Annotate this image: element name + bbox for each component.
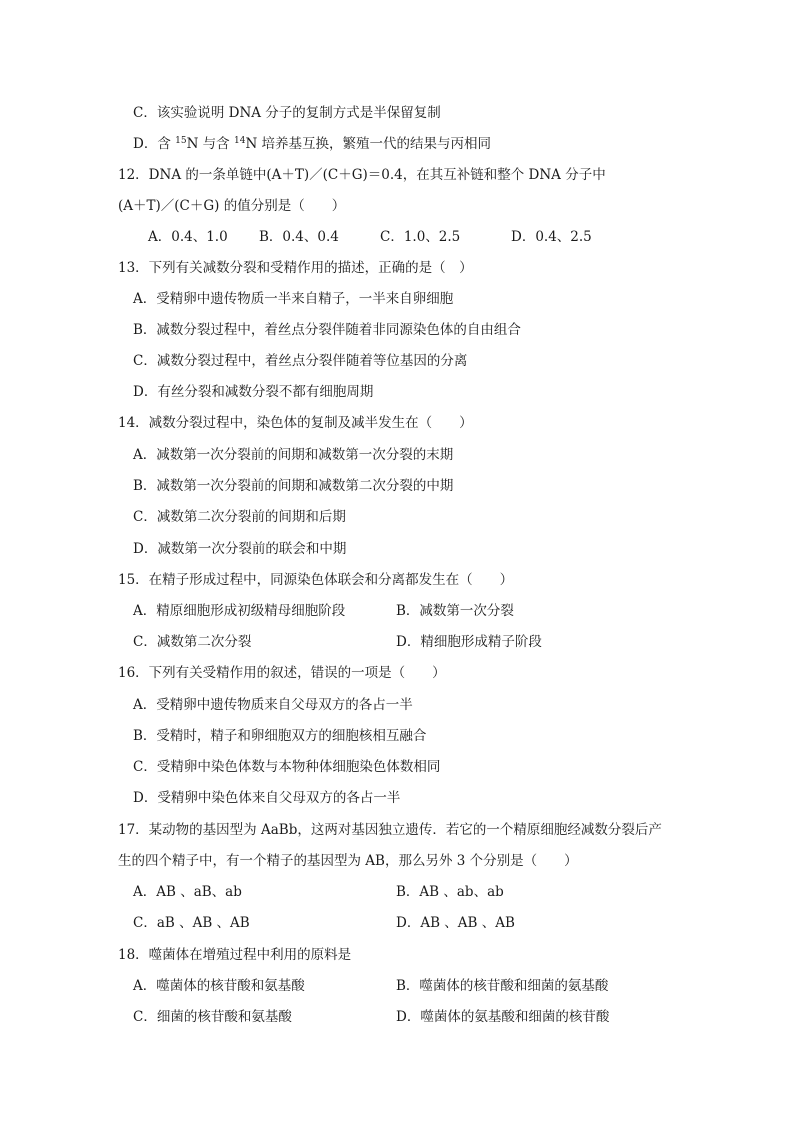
q14-option-d: D．减数第一次分裂前的联会和中期 <box>133 541 347 557</box>
q18-option-c: C．细菌的核苷酸和氨基酸 <box>133 1009 292 1025</box>
q15-option-b: B．减数第一次分裂 <box>396 603 514 619</box>
q16-stem: 16．下列有关受精作用的叙述，错误的一项是（ ） <box>118 665 446 681</box>
q14-option-b: B．减数第一次分裂前的间期和减数第二次分裂的中期 <box>133 478 454 494</box>
q15-option-a: A．精原细胞形成初级精母细胞阶段 <box>133 603 346 619</box>
q16-option-a: A．受精卵中遗传物质来自父母双方的各占一半 <box>133 697 413 713</box>
q13-option-c: C．减数分裂过程中，着丝点分裂伴随着等位基因的分离 <box>133 353 468 369</box>
q15-option-d: D．精细胞形成精子阶段 <box>396 634 542 650</box>
q17-stem-line1: 17．某动物的基因型为 AaBb，这两对基因独立遗传．若它的一个精原细胞经减数分裂后产 <box>118 822 662 838</box>
q11-option-d-sup1: 15 <box>175 136 187 146</box>
q18-option-b: B．噬菌体的核苷酸和细菌的氨基酸 <box>396 978 609 994</box>
q12-option-d: D．0.4、2.5 <box>511 229 592 245</box>
q18-stem: 18．噬菌体在增殖过程中利用的原料是 <box>118 947 352 963</box>
q15-stem: 15．在精子形成过程中，同源染色体联会和分离都发生在（ ） <box>118 572 514 588</box>
q16-option-d: D．受精卵中染色体来自父母双方的各占一半 <box>133 790 401 806</box>
q15-option-c: C．减数第二次分裂 <box>133 634 252 650</box>
q13-option-d: D．有丝分裂和减数分裂不都有细胞周期 <box>133 384 374 400</box>
q17-option-b: B．AB 、ab、ab <box>396 884 504 900</box>
q18-option-d: D．噬菌体的氨基酸和细菌的核苷酸 <box>396 1009 610 1025</box>
q11-option-d-post: N 培养基互换，繁殖一代的结果与丙相同 <box>245 136 492 152</box>
q17-option-d: D．AB 、AB 、AB <box>396 915 515 931</box>
q12-stem-line2: (A＋T)／(C＋G) 的值分别是（ ） <box>118 198 346 214</box>
q13-option-b: B．减数分裂过程中，着丝点分裂伴随着非同源染色体的自由组合 <box>133 322 521 338</box>
q16-option-b: B．受精时，精子和卵细胞双方的细胞核相互融合 <box>133 728 427 744</box>
q11-option-d <box>133 135 491 153</box>
q11-option-d-sup2: 14 <box>233 136 246 146</box>
q13-option-a: A．受精卵中遗传物质一半来自精子，一半来自卵细胞 <box>133 291 454 307</box>
q11-option-c: C．该实验说明 DNA 分子的复制方式是半保留复制 <box>133 105 441 121</box>
q14-option-a: A．减数第一次分裂前的间期和减数第一次分裂的末期 <box>133 447 454 463</box>
q18-option-a: A．噬菌体的核苷酸和氨基酸 <box>133 978 305 994</box>
q16-option-c: C．受精卵中染色体数与本物种体细胞染色体数相同 <box>133 759 441 775</box>
q12-option-c: C．1.0、2.5 <box>380 229 461 245</box>
q11-option-d-pre: D．含 <box>133 136 176 152</box>
q11-option-d-mid: N 与含 <box>186 136 234 152</box>
q14-option-c: C．减数第二次分裂前的间期和后期 <box>133 509 346 525</box>
q17-stem-line2: 生的四个精子中，有一个精子的基因型为 AB，那么另外 3 个分别是（ ） <box>118 853 578 869</box>
q12-stem-line1: 12．DNA 的一条单链中(A＋T)／(C＋G)＝0.4，在其互补链和整个 DNA 分子中 <box>118 167 606 183</box>
q12-option-a: A．0.4、1.0 <box>148 229 228 245</box>
q12-option-b: B．0.4、0.4 <box>259 229 339 245</box>
q14-stem: 14．减数分裂过程中，染色体的复制及减半发生在（ ） <box>118 415 473 431</box>
q13-stem: 13．下列有关减数分裂和受精作用的描述，正确的是（ ） <box>118 260 473 276</box>
q17-option-c: C．aB 、AB 、AB <box>133 915 250 931</box>
q17-option-a: A．AB 、aB、ab <box>133 884 242 900</box>
